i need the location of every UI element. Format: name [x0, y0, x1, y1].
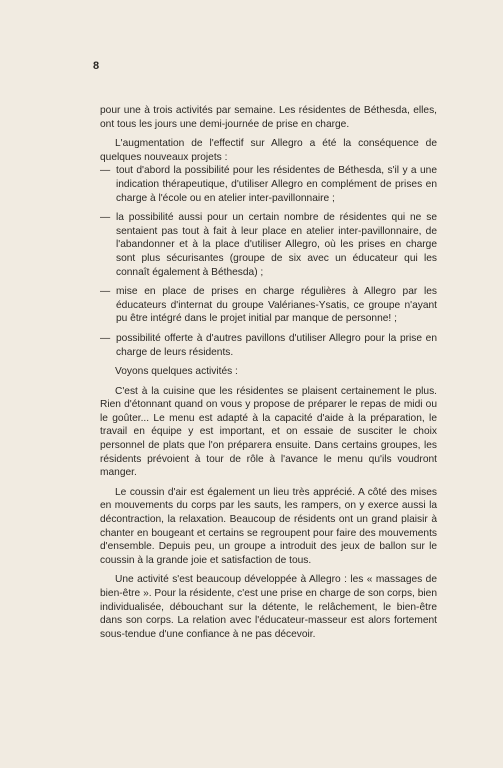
- body-text: [100, 104, 437, 641]
- list-item: — possibilité offerte à d'autres pavillons d'utiliser Allegro pour la prise en charge de leurs résidents.: [100, 332, 437, 358]
- paragraph-2: L'augmentation de l'effectif sur Allegro a été la conséquence de quelques nouveaux projets :: [100, 138, 437, 163]
- list-item: — mise en place de prises en charge régulières à Allegro par les éducateurs d'internat du groupe Valérianes-Ysatis, ce groupe n'ayant pu être intégré dans le projet initial par manque de personne! ;: [100, 286, 437, 325]
- paragraph-6: Une activité s'est beaucoup développée à Allegro : les « massages de bien-être ». Pour la résidente, c'est une prise en charge de son corps, bien individualisée, débouchant sur la détente, le relâchement, le bien-être dans son corps. La relation avec l'éducateur-masseur est alors fortement sous-tendue d'une confiance à ne pas décevoir.: [100, 574, 437, 640]
- list-item: — tout d'abord la possibilité pour les résidentes de Béthesda, s'il y a une indication thérapeutique, d'utiliser Allegro en complément de prises en charge à l'école ou en atelier inter-pavillonnaire ;: [100, 165, 437, 204]
- page-number: 8: [93, 60, 100, 72]
- list-item: — la possibilité aussi pour un certain nombre de résidentes qui ne se sentaient pas tout à fait à leur place en atelier inter-pavillonnaire, de l'abandonner et à la place d'utiliser Allegro, où les prises en charge sont plus sécurisantes (groupe de six avec un éducateur qui les connaît également à Béthesda) ;: [100, 212, 437, 278]
- paragraph-4: C'est à la cuisine que les résidentes se plaisent certainement le plus. Rien d'étonnant quand on vous y propose de préparer le repas de midi ou le goûter... Le menu est adapté à la capacité d'aide à la préparation, le travail en équipe y est important, et on essaie de susciter le choix personnel de plats que l'on préparera ensuite. Dans certains groupes, les résidents prévoient à tour de rôle à l'avance le menu qu'ils voudront manger.: [100, 385, 437, 479]
- paragraph-1: pour une à trois activités par semaine. Les résidentes de Béthesda, elles, ont tous les jours une demi-journée de prise en charge.: [100, 105, 437, 130]
- paragraph-3: Voyons quelques activités :: [115, 366, 238, 378]
- paragraph-5: Le coussin d'air est également un lieu très apprécié. A côté des mises en mouvements du corps par les sauts, les rampers, on y exerce aussi la décontraction, la relaxation. Beaucoup de résidents ont un grand plaisir à chanter en bougeant et certains se regroupent pour faire des mouvements d'ensemble. Depuis peu, un groupe a introduit des jeux de ballon sur le coussin à la grande joie et satisfaction de tous.: [100, 486, 437, 566]
